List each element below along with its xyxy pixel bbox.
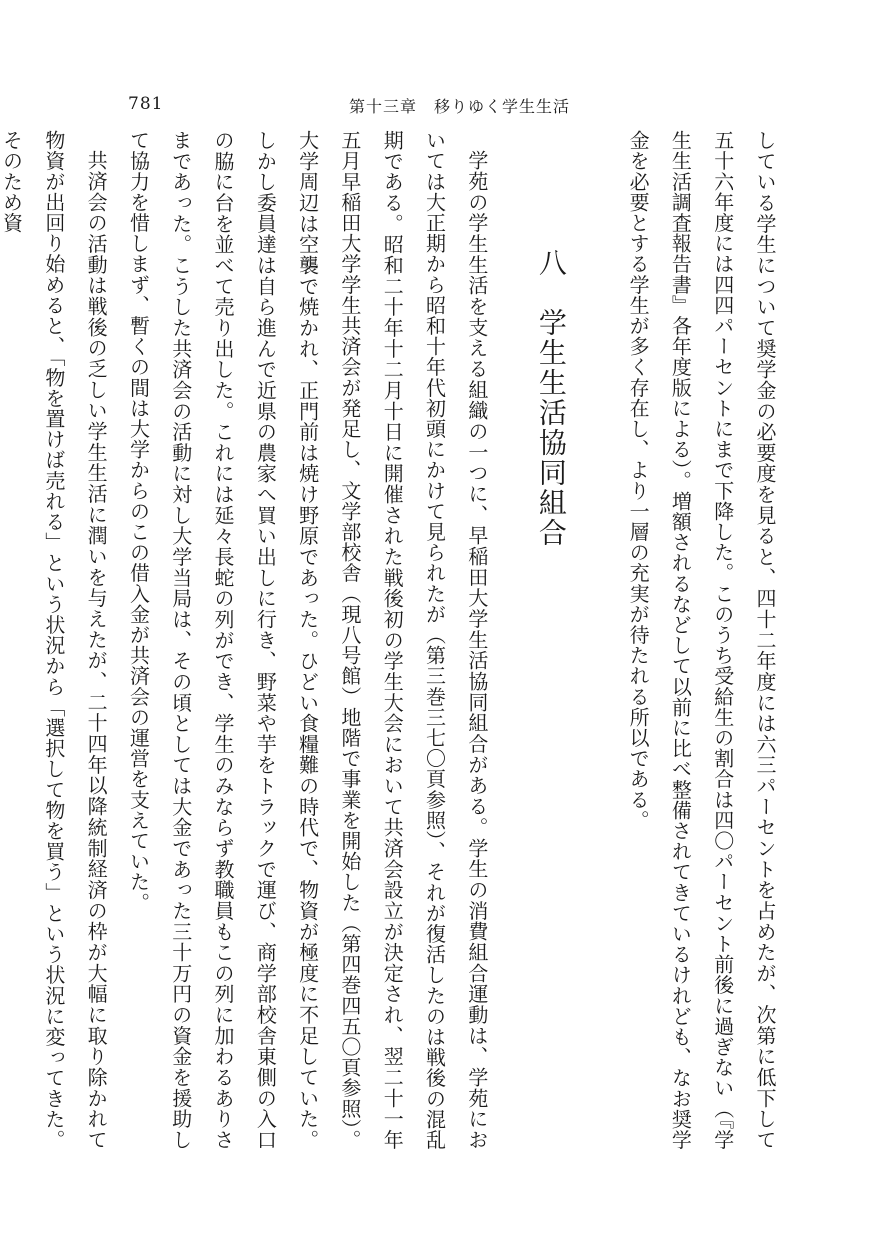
page-number: 781 [128,94,164,114]
paragraph: 学苑の学生生活を支える組織の一つに、早稲田大学生活協同組合がある。学生の消費組合運動は、学苑においては大正期から昭和十年代初頭にかけて見られたが（第三巻三七〇頁参照）、それが復活したのは戦後の混乱期である。昭和二十年十二月十日に開催された戦後初の学生大会において共済会設立が決定され、翌二十一年五月早稲田大学学生共済会が発足し、文学部校舎（現八号館）地階で事業を開始した（第四巻四五〇頁参照）。大学周辺は空襲で焼かれ、正門前は焼け野原であった。ひどい食糧難の時代で、物資が極度に不足していた。しかし委員達は自ら進んで近県の農家へ買い出しに行き、野菜や芋をトラックで運び、商学部校舎東側の入口の脇に台を並べて売り出した。これには延々長蛇の列ができ、学生のみならず教職員もこの列に加わるありさまであった。こうした共済会の活動に対し大学当局は、その頃としては大金であった三十万円の資金を援助して協力を惜しまず、暫くの間は大学からのこの借入金が共済会の運営を支えていた。 [126,130,489,1150]
paragraph-continued: している学生について奨学金の必要度を見ると、四十二年度には六三パーセントを占めたが、次第に低下して五十六年度には四四パーセントにまで下降した。このうち受給生の割合は四〇パーセント前後に過ぎない（『学生生活調査報告書』各年度版による）。増額されるなどして以前に比べ整備されてきているけれども、なお奨学金を必要とする学生が多く存在し、より一層の充実が待たれる所以である。 [626,130,777,1150]
paragraph: 共済会の活動は戦後の乏しい学生生活に潤いを与えたが、二十四年以降統制経済の枠が大幅に取り除かれて物資が出回り始めると、「物を置けば売れる」という状況から「選択して物を買う」という状況に変ってきた。そのため資 [0,130,109,1150]
running-head: 第十三章 移りゆく学生生活 [349,97,571,116]
body-text [0,130,786,1150]
section-heading: 八 学生生活協同組合 [534,248,568,548]
